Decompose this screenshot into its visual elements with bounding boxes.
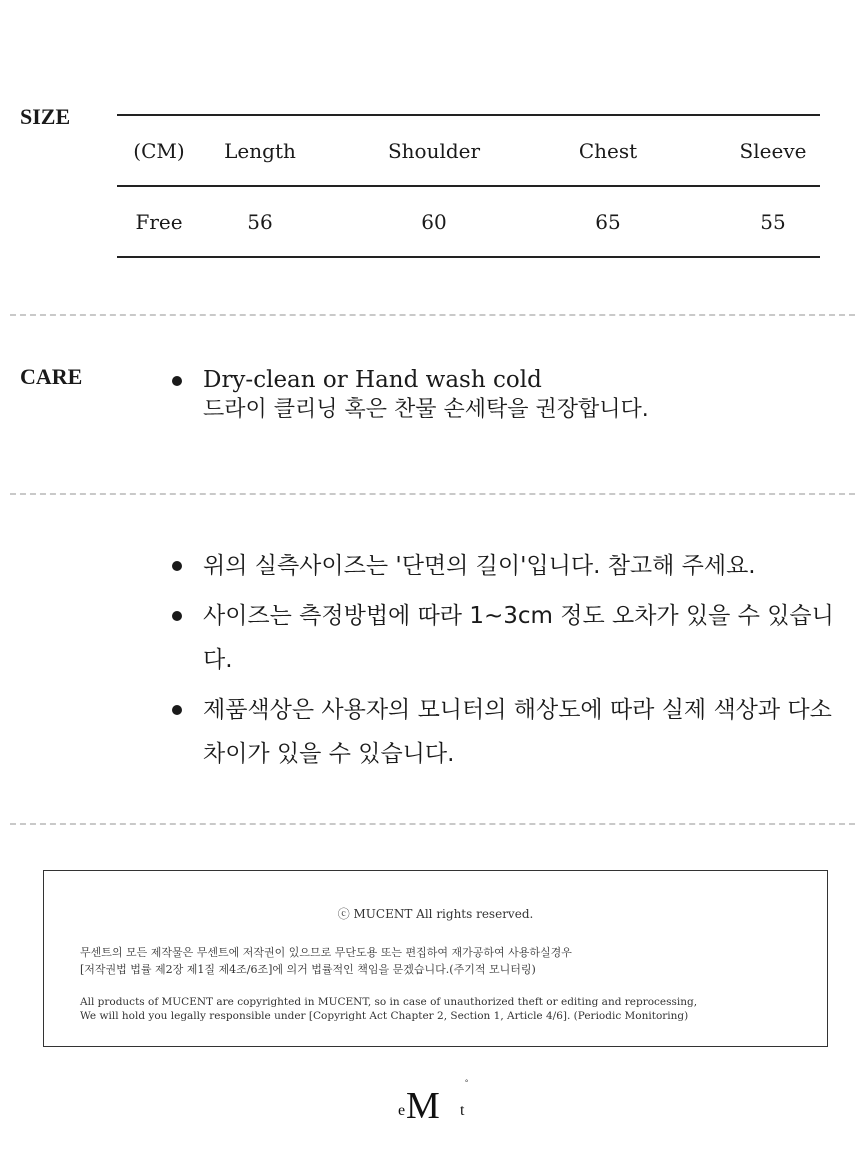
list-item — [172, 544, 842, 588]
logo-mark: ° — [465, 1078, 469, 1087]
bullet-icon — [172, 376, 182, 386]
table-bottom-rule — [117, 256, 820, 258]
care-text-ko: 드라이 클리닝 혹은 찬물 손세탁을 권장합니다. — [203, 397, 649, 422]
list-item — [172, 688, 842, 776]
logo-letter-e: e — [398, 1102, 406, 1119]
copyright-korean — [80, 944, 572, 978]
cell-chest: 65 — [595, 209, 621, 234]
header-sleeve: Sleeve — [739, 138, 807, 163]
care-text-en: Dry-clean or Hand wash cold — [203, 367, 542, 393]
note-text: 위의 실측사이즈는 '단면의 길이'입니다. 참고해 주세요. — [203, 553, 756, 579]
copyright-en-line: We will hold you legally responsible under [Copyright Act Chapter 2, Section 1, Article 4/6]. (Periodic Monitoring) — [80, 1010, 689, 1022]
table-row — [117, 187, 820, 256]
divider — [10, 493, 855, 495]
table-header-row — [117, 116, 820, 185]
care-section-title: CARE — [20, 364, 83, 389]
size-section-title: SIZE — [20, 104, 71, 129]
cell-length: 56 — [247, 209, 273, 234]
cell-size: Free — [135, 209, 183, 234]
notes-list — [172, 544, 842, 782]
bullet-icon — [172, 611, 182, 621]
care-instruction — [172, 365, 649, 425]
cell-shoulder: 60 — [421, 209, 447, 234]
list-item — [172, 594, 842, 682]
copyright-ko-line: [저작권법 법률 제2장 제1질 제4조/6조]에 의거 법률적인 책임을 문겠습니다.(주기적 모니터링) — [80, 963, 536, 976]
header-chest: Chest — [578, 138, 638, 163]
cell-sleeve: 55 — [760, 209, 786, 234]
copyright-box — [43, 870, 828, 1047]
divider — [10, 823, 855, 825]
header-shoulder: Shoulder — [387, 138, 481, 163]
logo-letter-t: t — [460, 1102, 465, 1119]
header-unit: (CM) — [133, 138, 185, 163]
note-text: 사이즈는 측정방법에 따라 1~3cm 정도 오차가 있을 수 있습니다. — [203, 603, 834, 673]
copyright-ko-line: 무센트의 모든 제작물은 무센트에 저작권이 있으므로 무단도용 또는 편집하여 재가공하여 사용하실경우 — [80, 946, 572, 959]
copyright-english — [80, 995, 697, 1023]
bullet-icon — [172, 705, 182, 715]
copyright-en-line: All products of MUCENT are copyrighted in MUCENT, so in case of unauthorized theft or editing and reprocessing, — [80, 996, 698, 1008]
header-length: Length — [224, 138, 296, 163]
logo-letter-m: M — [406, 1085, 440, 1127]
copyright-heading: ⓒ MUCENT All rights reserved. — [337, 907, 534, 921]
divider — [10, 314, 855, 316]
bullet-icon — [172, 561, 182, 571]
brand-logo — [398, 1078, 478, 1127]
size-table — [117, 114, 820, 258]
note-text: 제품색상은 사용자의 모니터의 해상도에 따라 실제 색상과 다소 차이가 있을 수 있습니다. — [203, 697, 832, 767]
